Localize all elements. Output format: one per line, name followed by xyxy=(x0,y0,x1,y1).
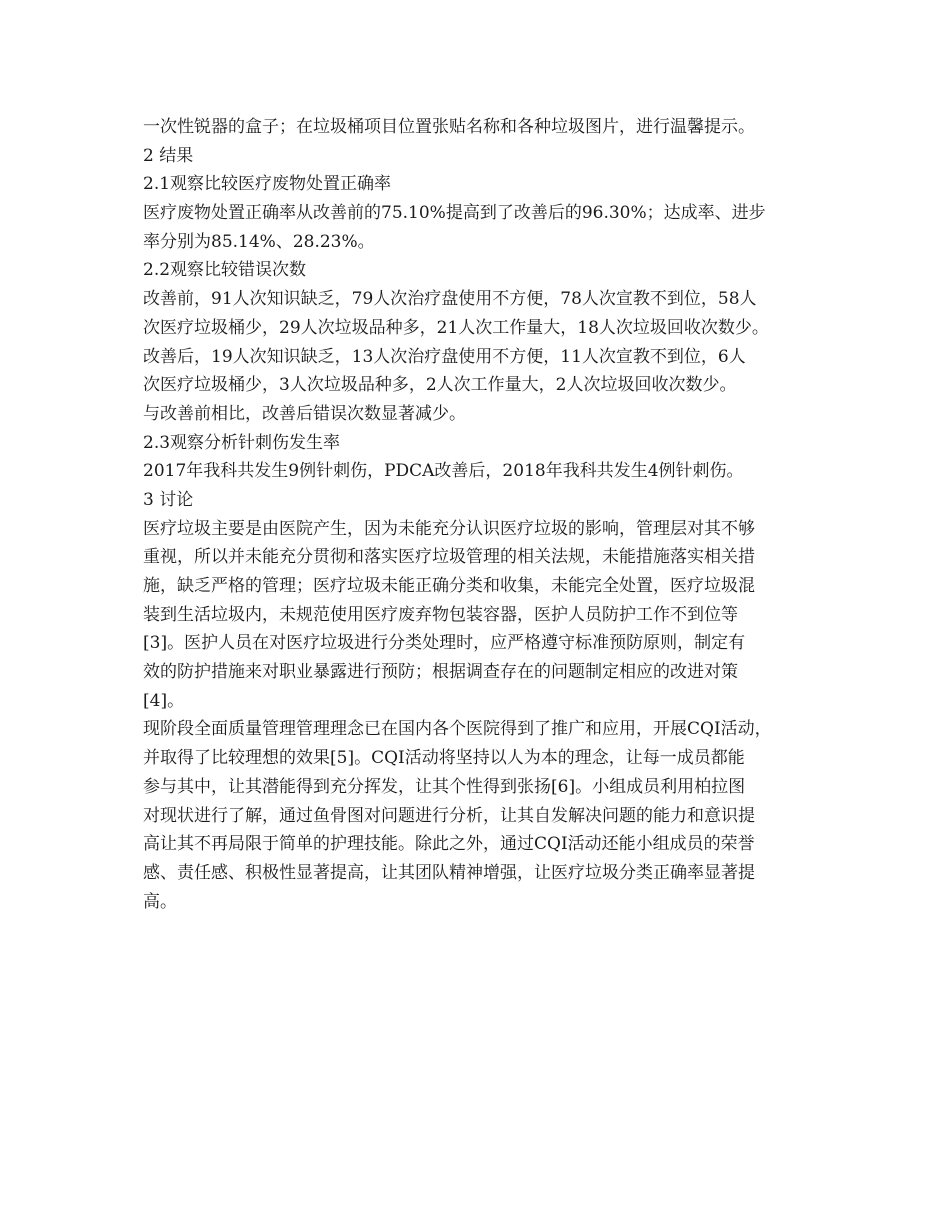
body-text-line: 一次性锐器的盒子；在垃圾桶项目位置张贴名称和各种垃圾图片，进行温馨提示。 xyxy=(143,117,755,137)
body-text-line: [4]。 xyxy=(143,690,185,711)
subsection-heading-2-2: 2.2观察比较错误次数 xyxy=(143,260,307,281)
section-heading-discussion: 3 讨论 xyxy=(143,489,194,510)
body-text-line: 次医疗垃圾桶少，3人次垃圾品种多，2人次工作量大，2人次垃圾回收次数少。 xyxy=(143,375,737,396)
body-text-line: 改善前，91人次知识缺乏，79人次治疗盘使用不方便，78人次宣教不到位，58人 xyxy=(143,289,757,310)
section-heading-results: 2 结果 xyxy=(143,145,194,166)
body-text-line: 次医疗垃圾桶少，29人次垃圾品种多，21人次工作量大，18人次垃圾回收次数少。 xyxy=(143,317,769,338)
body-text-line: 与改善前相比，改善后错误次数显著减少。 xyxy=(143,403,466,424)
body-text-line: 高。 xyxy=(143,891,177,912)
body-text-line: 施，缺乏严格的管理；医疗垃圾未能正确分类和收集，未能完全处置，医疗垃圾混 xyxy=(143,576,755,596)
subsection-heading-2-3: 2.3观察分析针刺伤发生率 xyxy=(143,432,341,453)
body-text-line: 参与其中，让其潜能得到充分挥发，让其个性得到张扬[6]。小组成员利用柏拉图 xyxy=(143,776,746,797)
body-text-line: 对现状进行了解，通过鱼骨图对问题进行分析，让其自发解决问题的能力和意识提 xyxy=(143,805,755,826)
body-text-line: 装到生活垃圾内，未规范使用医疗废弃物包装容器，医护人员防护工作不到位等 xyxy=(143,604,738,625)
body-text-line: 现阶段全面质量管理管理理念已在国内各个医院得到了推广和应用，开展CQI活动， xyxy=(143,719,772,740)
body-text-line: 2017年我科共发生9例针刺伤，PDCA改善后，2018年我科共发生4例针刺伤。 xyxy=(143,461,744,482)
body-text-line: [3]。医护人员在对医疗垃圾进行分类处理时，应严格遵守标准预防原则，制定有 xyxy=(143,633,746,654)
body-text-line: 高让其不再局限于简单的护理技能。除此之外，通过CQI活动还能小组成员的荣誉 xyxy=(143,834,755,855)
document-body xyxy=(143,113,833,916)
subsection-heading-2-1: 2.1观察比较医疗废物处置正确率 xyxy=(143,174,392,195)
body-text-line: 率分别为85.14%、28.23%。 xyxy=(143,231,375,252)
body-text-line: 医疗垃圾主要是由医院产生，因为未能充分认识医疗垃圾的影响，管理层对其不够 xyxy=(143,518,755,539)
body-text-line: 感、责任感、积极性显著提高，让其团队精神增强，让医疗垃圾分类正确率显著提 xyxy=(143,862,755,883)
body-text-line: 重视，所以并未能充分贯彻和落实医疗垃圾管理的相关法规，未能措施落实相关措 xyxy=(143,547,755,568)
body-text-line: 医疗废物处置正确率从改善前的75.10%提高到了改善后的96.30%；达成率、进步 xyxy=(143,203,766,224)
body-text-line: 并取得了比较理想的效果[5]。CQI活动将坚持以人为本的理念，让每一成员都能 xyxy=(143,748,745,769)
body-text-line: 改善后，19人次知识缺乏，13人次治疗盘使用不方便，11人次宣教不到位，6人 xyxy=(143,346,746,367)
body-text-line: 效的防护措施来对职业暴露进行预防；根据调查存在的问题制定相应的改进对策 xyxy=(143,662,738,683)
